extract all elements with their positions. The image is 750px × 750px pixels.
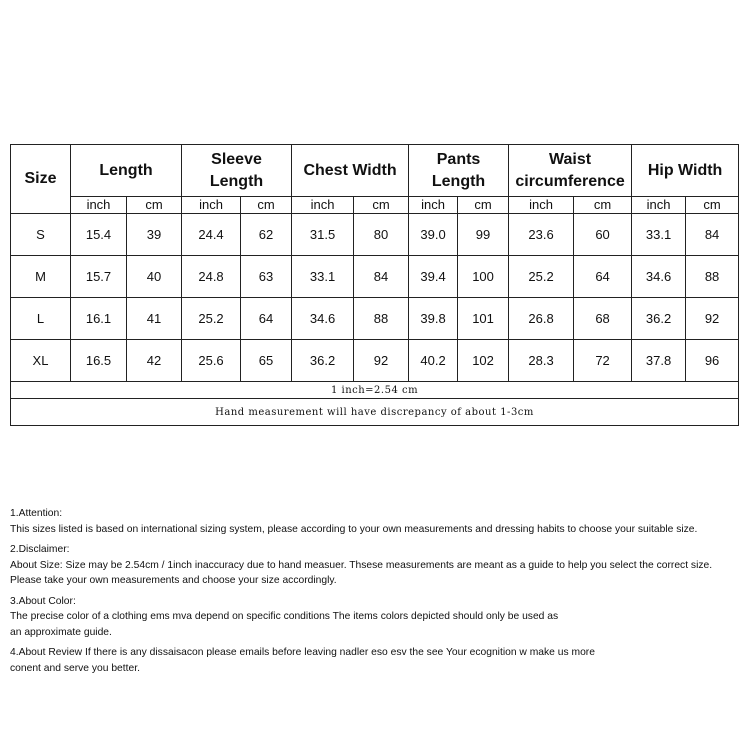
table-cell: 92 (354, 340, 409, 382)
table-cell: 99 (458, 214, 509, 256)
unit-cm: cm (354, 197, 409, 214)
table-row (11, 256, 739, 298)
note-body: conent and serve you better. (10, 662, 140, 674)
conversion-note-row (11, 382, 739, 399)
note-body: About Size: Size may be 2.54cm / 1inch inaccuracy due to hand measuer. Thsese measurements are meant as a guide to help you select the correct size. Please take your own measurements and choose your size accordingly. (10, 559, 713, 586)
unit-row (11, 197, 739, 214)
table-cell: 34.6 (292, 298, 354, 340)
table-cell: 84 (686, 214, 739, 256)
size-label: XL (11, 340, 71, 382)
table-cell: 37.8 (632, 340, 686, 382)
note-about-review (10, 645, 745, 676)
table-cell: 15.4 (71, 214, 127, 256)
table-cell: 28.3 (509, 340, 574, 382)
size-label: L (11, 298, 71, 340)
table-cell: 33.1 (632, 214, 686, 256)
note-body: This sizes listed is based on international sizing system, please according to your own measurements and dressing habits to choose your suitable size. (10, 523, 698, 535)
unit-cm: cm (241, 197, 292, 214)
table-cell: 96 (686, 340, 739, 382)
note-title: 1.Attention: (10, 508, 63, 519)
size-label: M (11, 256, 71, 298)
header-pants-length: Pants Length (409, 145, 509, 197)
note-disclaimer (10, 542, 745, 589)
table-cell: 24.4 (182, 214, 241, 256)
unit-inch: inch (409, 197, 458, 214)
table-cell: 40.2 (409, 340, 458, 382)
table-cell: 88 (354, 298, 409, 340)
table-cell: 39.0 (409, 214, 458, 256)
table-cell: 72 (574, 340, 632, 382)
header-row (11, 145, 739, 197)
table-cell: 65 (241, 340, 292, 382)
table-cell: 40 (127, 256, 182, 298)
table-cell: 31.5 (292, 214, 354, 256)
table-cell: 24.8 (182, 256, 241, 298)
table-cell: 39.8 (409, 298, 458, 340)
table-cell: 84 (354, 256, 409, 298)
note-title: 4.About Review If there is any dissaisacon please emails before leaving nadler eso esv the see Your ecognition w make us more (10, 647, 595, 658)
header-length: Length (71, 145, 182, 197)
size-label: S (11, 214, 71, 256)
unit-cm: cm (458, 197, 509, 214)
table-cell: 88 (686, 256, 739, 298)
table-cell: 100 (458, 256, 509, 298)
header-chest-width: Chest Width (292, 145, 409, 197)
header-hip-width: Hip Width (632, 145, 739, 197)
table-cell: 60 (574, 214, 632, 256)
note-title: 2.Disclaimer: (10, 544, 70, 555)
table-cell: 80 (354, 214, 409, 256)
table-cell: 39.4 (409, 256, 458, 298)
table-cell: 102 (458, 340, 509, 382)
notes-section (10, 506, 745, 681)
table-cell: 15.7 (71, 256, 127, 298)
table-row (11, 340, 739, 382)
table-cell: 64 (574, 256, 632, 298)
unit-inch: inch (182, 197, 241, 214)
table-cell: 64 (241, 298, 292, 340)
table-cell: 63 (241, 256, 292, 298)
table-cell: 25.6 (182, 340, 241, 382)
header-waist-circumference: Waist circumference (509, 145, 632, 197)
note-attention (10, 506, 745, 537)
unit-cm: cm (686, 197, 739, 214)
measurement-note-row (11, 399, 739, 426)
unit-inch: inch (292, 197, 354, 214)
header-size: Size (11, 145, 71, 214)
unit-inch: inch (71, 197, 127, 214)
table-cell: 36.2 (632, 298, 686, 340)
note-title: 3.About Color: (10, 595, 76, 607)
unit-cm: cm (574, 197, 632, 214)
table-cell: 26.8 (509, 298, 574, 340)
size-chart-table (10, 144, 739, 426)
note-about-color (10, 594, 745, 641)
table-cell: 23.6 (509, 214, 574, 256)
header-sleeve-length: Sleeve Length (182, 145, 292, 197)
unit-inch: inch (509, 197, 574, 214)
table-cell: 92 (686, 298, 739, 340)
table-cell: 42 (127, 340, 182, 382)
table-cell: 25.2 (182, 298, 241, 340)
table-cell: 16.5 (71, 340, 127, 382)
unit-cm: cm (127, 197, 182, 214)
table-row (11, 214, 739, 256)
unit-inch: inch (632, 197, 686, 214)
conversion-note: 1 inch=2.54 cm (11, 382, 739, 399)
table-cell: 62 (241, 214, 292, 256)
table-cell: 16.1 (71, 298, 127, 340)
table-cell: 101 (458, 298, 509, 340)
note-body: The precise color of a clothing ems mva depend on specific conditions The items colors depicted should only be used as an approximate guide. (10, 611, 559, 638)
measurement-note: Hand measurement will have discrepancy of about 1-3cm (11, 399, 739, 426)
table-cell: 68 (574, 298, 632, 340)
table-cell: 33.1 (292, 256, 354, 298)
table-cell: 34.6 (632, 256, 686, 298)
table-cell: 36.2 (292, 340, 354, 382)
table-cell: 25.2 (509, 256, 574, 298)
table-row (11, 298, 739, 340)
table-cell: 41 (127, 298, 182, 340)
table-cell: 39 (127, 214, 182, 256)
